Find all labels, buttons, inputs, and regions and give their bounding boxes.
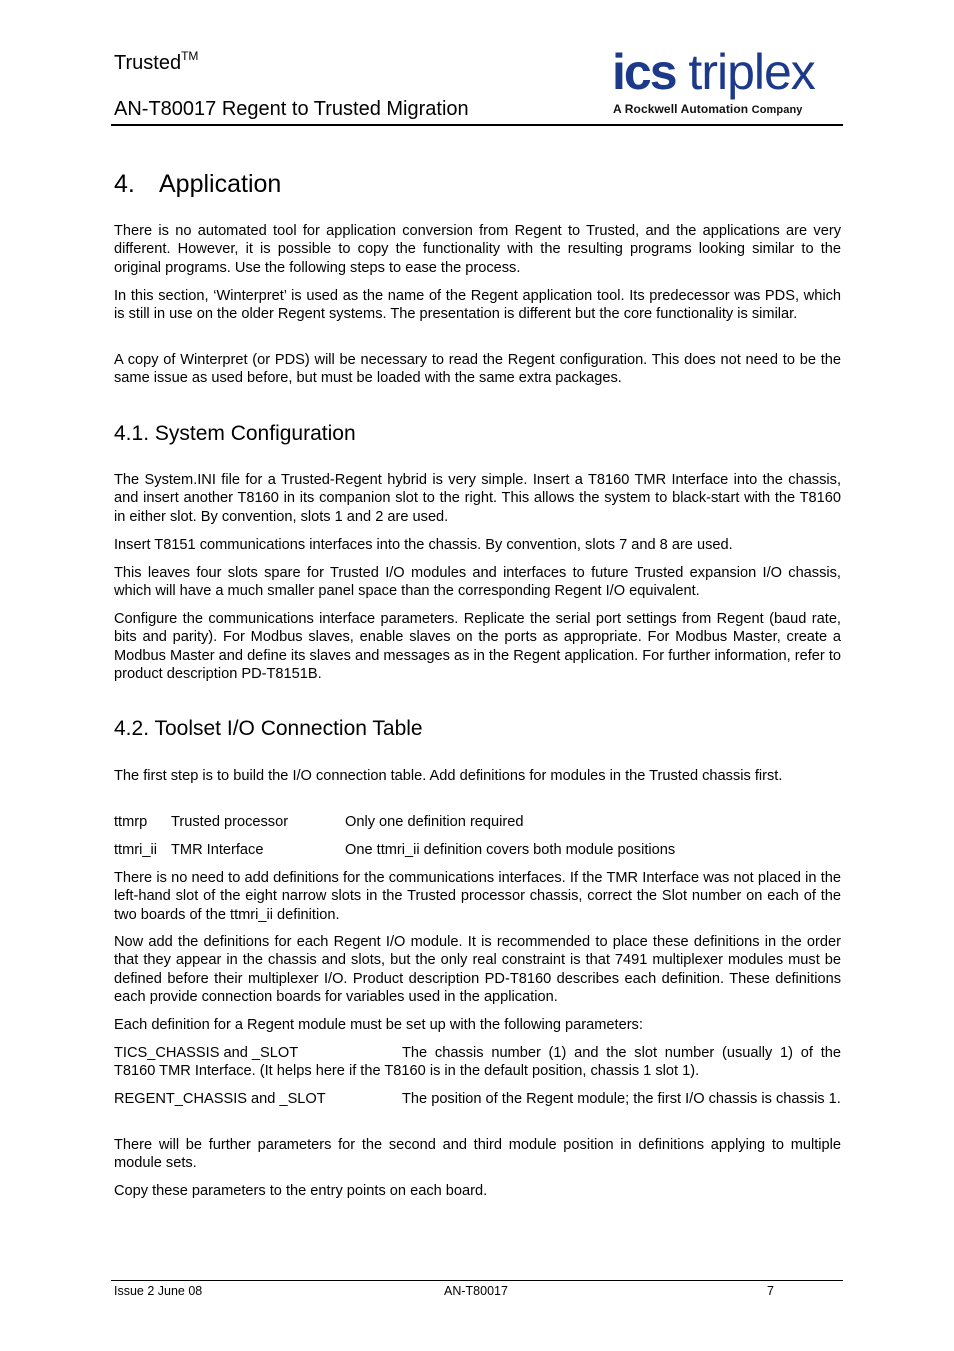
footer-doc-id: AN-T80017 xyxy=(444,1284,508,1298)
paragraph: In this section, ‘Winterpret’ is used as the name of the Regent application tool. Its predecessor was PDS, which is still in use on the older Regent systems. The presentation is different but the core functionality is similar. xyxy=(114,288,841,323)
paragraph: The first step is to build the I/O connection table. Add definitions for modules in the Trusted chassis first. xyxy=(114,768,783,784)
section-heading: 4. Application xyxy=(114,170,282,198)
paragraph: There is no need to add definitions for the communications interfaces. If the TMR Interface was not placed in the left-hand slot of the eight narrow slots in the Trusted processor chassis, correct the Slot number on each of the two boards of the ttmri_ii definition. xyxy=(114,870,841,923)
parameter-name: REGENT_CHASSIS and _SLOT xyxy=(114,1091,326,1107)
document-title: Trusted™ xyxy=(114,49,199,74)
paragraph: Insert T8151 communications interfaces into the chassis. By convention, slots 7 and 8 are used. xyxy=(114,537,733,553)
footer-issue: Issue 2 June 08 xyxy=(114,1284,203,1298)
document-subtitle: AN-T80017 Regent to Trusted Migration xyxy=(114,98,469,120)
parameter-description: The position of the Regent module; the first I/O chassis is chassis 1. xyxy=(402,1091,841,1107)
logo-tagline: A Rockwell Automation xyxy=(613,102,749,116)
parameter-description: The chassis number (1) and the slot number (usually 1) of the T8160 TMR Interface. (It helps here if the T8160 is in the default position, chassis 1 slot 1). xyxy=(114,1045,841,1080)
paragraph: This leaves four slots spare for Trusted I/O modules and interfaces to future Trusted expansion I/O chassis, which will have a much smaller panel space than the corresponding Regent I/O equivalent. xyxy=(114,565,841,600)
parameter-name: TICS_CHASSIS and _SLOT xyxy=(114,1045,299,1061)
logo-ics: ics xyxy=(612,44,676,100)
definition-name: Trusted processor xyxy=(171,814,289,830)
paragraph: Each definition for a Regent module must be set up with the following parameters: xyxy=(114,1017,643,1033)
definition-note: One ttmri_ii definition covers both module positions xyxy=(345,842,676,858)
header-rule xyxy=(111,124,843,126)
paragraph: Configure the communications interface parameters. Replicate the serial port settings from Regent (baud rate, bits and parity). For Modbus slaves, enable slaves on the ports as appropriate. For Modbus Master, create a Modbus Master and define its slaves and messages as in the Regent application. For further information, refer to product description PD-T8151B. xyxy=(114,611,841,682)
footer-page-number: 7 xyxy=(767,1284,774,1298)
paragraph: Copy these parameters to the entry points on each board. xyxy=(114,1183,488,1199)
definition-note: Only one definition required xyxy=(345,814,524,830)
subsection-heading: 4.1. System Configuration xyxy=(114,422,356,445)
paragraph: A copy of Winterpret (or PDS) will be necessary to read the Regent configuration. This does not need to be the same issue as used before, but must be loaded with the same extra packages. xyxy=(114,352,841,387)
definition-name: TMR Interface xyxy=(171,842,264,858)
parameter-row xyxy=(114,1090,841,1108)
trademark-sup: TM xyxy=(181,49,199,63)
footer-rule xyxy=(111,1280,843,1281)
logo-triplex: triplex xyxy=(688,44,815,100)
logo-tagline-company: Company xyxy=(751,104,803,116)
definition-code: ttmrp xyxy=(114,814,148,830)
paragraph: The System.INI file for a Trusted-Regent hybrid is very simple. Insert a T8160 TMR Interface into the chassis, and insert another T8160 in its companion slot to the right. This allows the system to black-start with the T8160 in either slot. By convention, slots 1 and 2 are used. xyxy=(114,472,841,525)
definition-code: ttmri_ii xyxy=(114,842,157,858)
company-logo xyxy=(612,42,844,120)
paragraph: Now add the definitions for each Regent I/O module. It is recommended to place these definitions in the order that they appear in the chassis and slots, but the only real constraint is that 7491 multiplexer modules must be defined before their multiplexer I/O. Product description PD-T8160 describes each definition. These definitions each provide connection boards for variables used in the application. xyxy=(114,934,841,1005)
subsection-heading: 4.2. Toolset I/O Connection Table xyxy=(114,717,423,740)
paragraph: There is no automated tool for application conversion from Regent to Trusted, and the applications are very different. However, it is possible to copy the functionality with the resulting programs looking similar to the original programs. Use the following steps to ease the process. xyxy=(114,223,841,276)
parameter-row xyxy=(114,1044,841,1081)
paragraph: There will be further parameters for the second and third module position in definitions applying to multiple module sets. xyxy=(114,1137,841,1172)
